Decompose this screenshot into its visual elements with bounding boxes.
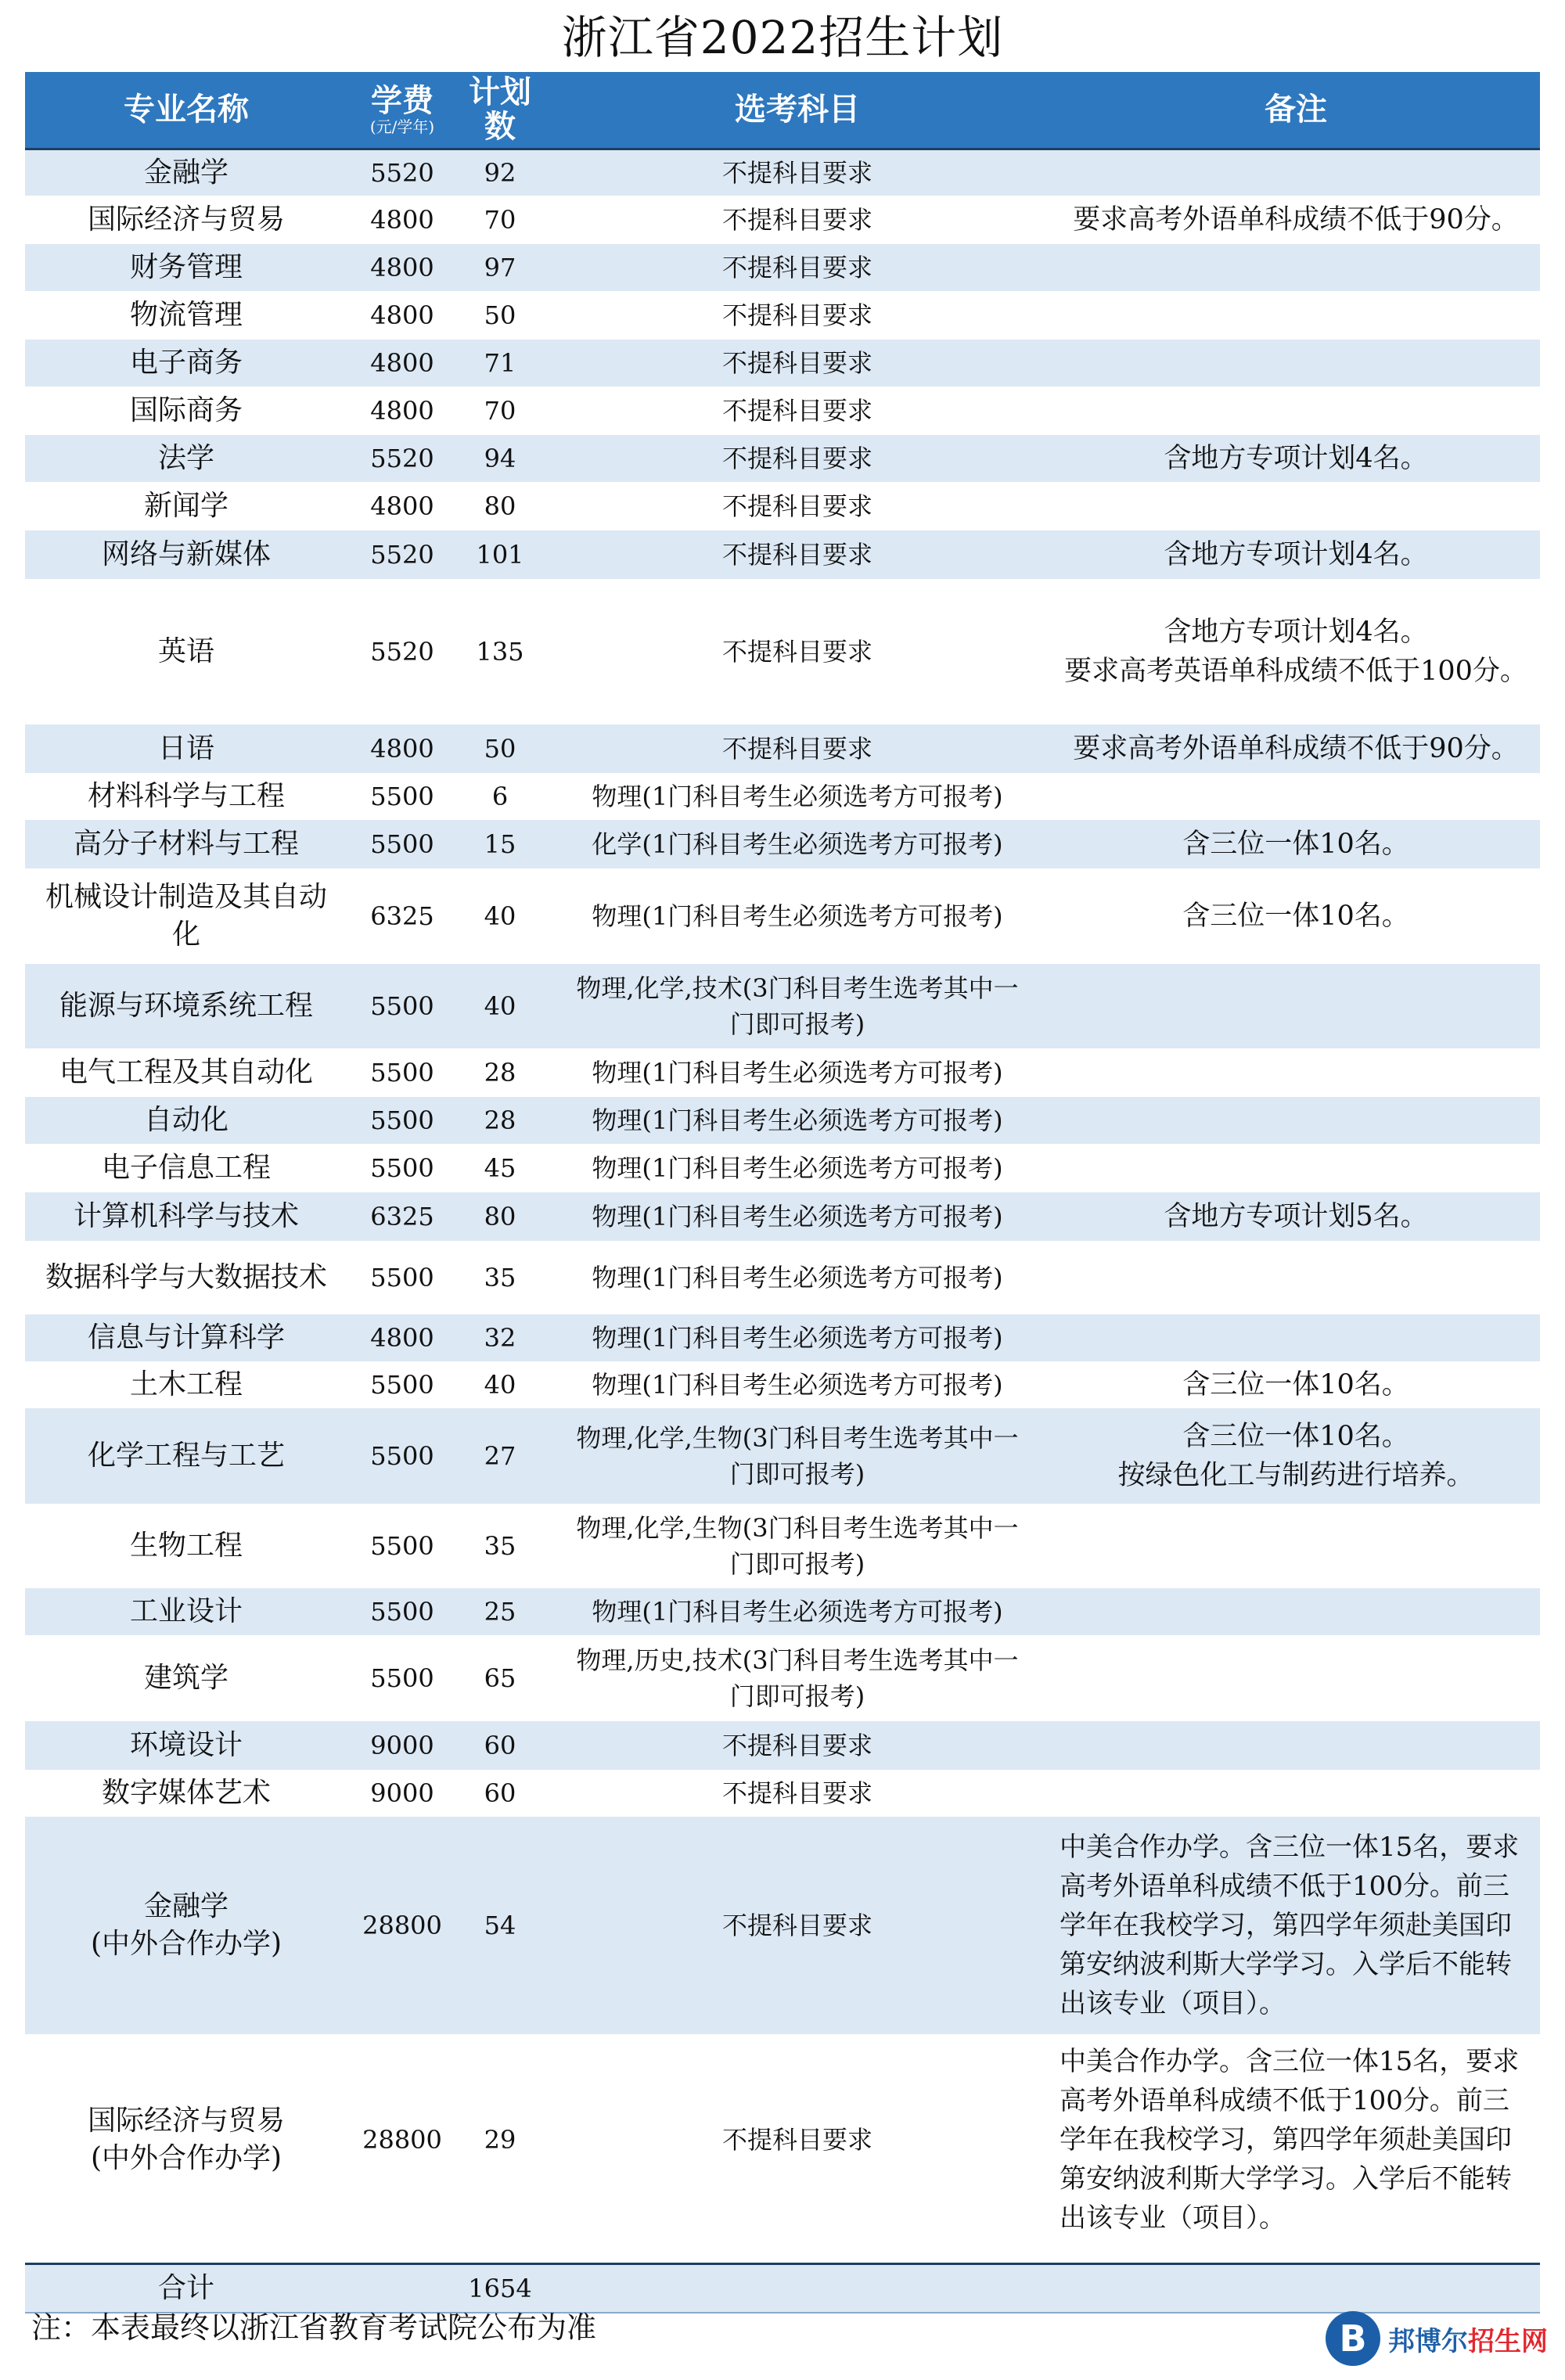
plan-cell: 54 bbox=[484, 1911, 516, 1940]
notes-cell bbox=[1052, 340, 1540, 386]
plan-cell: 6 bbox=[491, 782, 509, 811]
fee-cell: 5500 bbox=[370, 1597, 434, 1627]
subjects-cell: 不提科目要求 bbox=[721, 2125, 872, 2155]
subjects-cell: 物理,化学,生物(3门科目考生选考其中一门即可报考) bbox=[576, 1513, 1019, 1579]
header-fee-unit: (元/学年) bbox=[369, 117, 435, 137]
major-cell: 材料科学与工程 bbox=[87, 780, 285, 812]
total-label: 合计 bbox=[25, 2264, 347, 2313]
table-row bbox=[25, 1721, 1540, 1770]
table-row bbox=[25, 530, 1540, 579]
major-cell: 生物工程 bbox=[129, 1530, 243, 1562]
major-cell: 法学 bbox=[157, 442, 214, 474]
major-cell: 日语 bbox=[157, 732, 214, 764]
plan-cell: 15 bbox=[484, 829, 516, 859]
major-cell: 机械设计制造及其自动化 bbox=[45, 881, 327, 951]
notes-cell bbox=[1052, 1770, 1540, 1817]
fee-cell: 5500 bbox=[370, 1153, 434, 1183]
header-fee-label: 学费 bbox=[371, 82, 434, 120]
notes-cell: 要求高考外语单科成绩不低于90分。 bbox=[1073, 204, 1519, 235]
table-row bbox=[25, 1097, 1540, 1144]
major-cell: 电气工程及其自动化 bbox=[59, 1056, 313, 1088]
table-row bbox=[25, 1361, 1540, 1408]
fee-cell: 4800 bbox=[370, 491, 434, 521]
notes-cell bbox=[1052, 773, 1540, 820]
notes-cell: 含地方专项计划4名。 bbox=[1164, 539, 1428, 570]
table-row bbox=[25, 1588, 1540, 1635]
fee-cell: 6325 bbox=[370, 1202, 434, 1231]
fee-cell: 28800 bbox=[362, 1911, 442, 1940]
notes-cell: 含地方专项计划4名。 要求高考英语单科成绩不低于100分。 bbox=[1064, 617, 1527, 687]
subjects-cell: 物理(1门科目考生必须选考方可报考) bbox=[592, 1106, 1003, 1135]
plan-cell: 32 bbox=[484, 1323, 516, 1353]
notes-cell bbox=[1052, 1144, 1540, 1192]
fee-cell: 5500 bbox=[370, 991, 434, 1021]
plan-cell: 101 bbox=[476, 540, 524, 570]
notes-cell bbox=[1052, 1048, 1540, 1097]
plan-cell: 94 bbox=[484, 444, 516, 473]
table-row bbox=[25, 1817, 1540, 2034]
table-row bbox=[25, 579, 1540, 724]
plan-cell: 27 bbox=[484, 1441, 516, 1471]
fee-cell: 5520 bbox=[370, 637, 434, 667]
major-cell: 高分子材料与工程 bbox=[73, 828, 299, 860]
major-cell: 金融学 (中外合作办学) bbox=[90, 1890, 282, 1960]
major-cell: 金融学 bbox=[143, 156, 228, 189]
logo-name-b: 招生网 bbox=[1468, 2325, 1548, 2357]
notes-cell: 含三位一体10名。 bbox=[1182, 1369, 1409, 1400]
notes-cell bbox=[1052, 1588, 1540, 1635]
table-row bbox=[25, 1144, 1540, 1192]
fee-cell: 5520 bbox=[370, 157, 434, 188]
subjects-cell: 不提科目要求 bbox=[721, 1911, 872, 1940]
subjects-cell: 不提科目要求 bbox=[721, 396, 872, 426]
major-cell: 建筑学 bbox=[143, 1662, 228, 1694]
notes-cell bbox=[1052, 1097, 1540, 1144]
plan-cell: 25 bbox=[484, 1597, 516, 1627]
plan-cell: 29 bbox=[484, 2125, 516, 2155]
table-row bbox=[25, 1192, 1540, 1241]
major-cell: 电子信息工程 bbox=[101, 1152, 271, 1184]
subjects-cell: 化学(1门科目考生必须选考方可报考) bbox=[592, 829, 1003, 859]
fee-cell: 5500 bbox=[370, 782, 434, 811]
subjects-cell: 物理,化学,技术(3门科目考生选考其中一门即可报考) bbox=[576, 973, 1019, 1039]
fee-cell: 4800 bbox=[370, 300, 434, 330]
major-cell: 化学工程与工艺 bbox=[87, 1440, 285, 1472]
fee-cell: 4800 bbox=[370, 396, 434, 426]
header-plan: 计划数 bbox=[457, 72, 543, 149]
plan-cell: 50 bbox=[484, 734, 516, 764]
subjects-cell: 物理(1门科目考生必须选考方可报考) bbox=[592, 782, 1003, 811]
table-row bbox=[25, 149, 1540, 196]
table-row bbox=[25, 1408, 1540, 1504]
table-row bbox=[25, 386, 1540, 435]
table-row bbox=[25, 340, 1540, 386]
fee-cell: 5500 bbox=[370, 1663, 434, 1693]
header-major: 专业名称 bbox=[25, 72, 347, 149]
notes-cell bbox=[1052, 386, 1540, 435]
total-plan: 1654 bbox=[457, 2264, 543, 2313]
fee-cell: 5500 bbox=[370, 829, 434, 859]
major-cell: 自动化 bbox=[143, 1104, 228, 1136]
plan-cell: 97 bbox=[484, 253, 516, 282]
fee-cell: 5500 bbox=[370, 1263, 434, 1292]
plan-cell: 70 bbox=[484, 205, 516, 235]
header-notes: 备注 bbox=[1052, 72, 1540, 149]
major-cell: 国际经济与贸易 (中外合作办学) bbox=[87, 2105, 285, 2174]
fee-cell: 5500 bbox=[370, 1441, 434, 1471]
table-row bbox=[25, 291, 1540, 340]
table-row bbox=[25, 1241, 1540, 1314]
header-subjects: 选考科目 bbox=[543, 72, 1052, 149]
plan-cell: 40 bbox=[484, 991, 516, 1021]
table-row bbox=[25, 868, 1540, 964]
plan-cell: 70 bbox=[484, 396, 516, 426]
subjects-cell: 不提科目要求 bbox=[721, 491, 872, 521]
subjects-cell: 不提科目要求 bbox=[721, 734, 872, 764]
plan-cell: 35 bbox=[484, 1531, 516, 1561]
subjects-cell: 物理(1门科目考生必须选考方可报考) bbox=[592, 1323, 1003, 1353]
plan-cell: 60 bbox=[484, 1778, 516, 1808]
plan-cell: 28 bbox=[484, 1106, 516, 1135]
table-row bbox=[25, 196, 1540, 244]
notes-cell: 含三位一体10名。 bbox=[1182, 901, 1409, 932]
notes-cell bbox=[1052, 1504, 1540, 1588]
header-fee bbox=[347, 72, 457, 149]
subjects-cell: 不提科目要求 bbox=[721, 540, 872, 570]
notes-cell bbox=[1052, 291, 1540, 340]
plan-cell: 65 bbox=[484, 1663, 516, 1693]
table-row bbox=[25, 1770, 1540, 1817]
subjects-cell: 不提科目要求 bbox=[721, 637, 872, 667]
subjects-cell: 物理,化学,生物(3门科目考生选考其中一门即可报考) bbox=[576, 1423, 1019, 1489]
fee-cell: 5520 bbox=[370, 444, 434, 473]
plan-cell: 50 bbox=[484, 300, 516, 330]
major-cell: 财务管理 bbox=[129, 251, 243, 283]
subjects-cell: 不提科目要求 bbox=[721, 300, 872, 330]
page-title: 浙江省2022招生计划 bbox=[561, 11, 1004, 64]
fee-cell: 5500 bbox=[370, 1058, 434, 1088]
table-row bbox=[25, 1504, 1540, 1588]
table-row bbox=[25, 1048, 1540, 1097]
fee-cell: 4800 bbox=[370, 253, 434, 282]
notes-cell bbox=[1052, 1241, 1540, 1314]
subjects-cell: 不提科目要求 bbox=[721, 253, 872, 282]
subjects-cell: 不提科目要求 bbox=[721, 205, 872, 235]
major-cell: 数据科学与大数据技术 bbox=[45, 1261, 327, 1293]
major-cell: 计算机科学与技术 bbox=[73, 1200, 299, 1232]
subjects-cell: 不提科目要求 bbox=[721, 157, 872, 188]
plan-cell: 45 bbox=[484, 1153, 516, 1183]
major-cell: 数字媒体艺术 bbox=[101, 1777, 271, 1809]
subjects-cell: 物理(1门科目考生必须选考方可报考) bbox=[592, 1202, 1003, 1231]
plan-cell: 35 bbox=[484, 1263, 516, 1292]
subjects-cell: 不提科目要求 bbox=[721, 1731, 872, 1760]
table-row bbox=[25, 964, 1540, 1048]
fee-cell: 5520 bbox=[370, 540, 434, 570]
plan-cell: 28 bbox=[484, 1058, 516, 1088]
table-row bbox=[25, 773, 1540, 820]
fee-cell: 4800 bbox=[370, 1323, 434, 1353]
subjects-cell: 物理(1门科目考生必须选考方可报考) bbox=[592, 1263, 1003, 1292]
table-row bbox=[25, 1635, 1540, 1721]
table-row bbox=[25, 2034, 1540, 2245]
fee-cell: 28800 bbox=[362, 2125, 442, 2155]
plan-cell: 60 bbox=[484, 1731, 516, 1760]
logo-name bbox=[1388, 2320, 1548, 2358]
major-cell: 新闻学 bbox=[143, 490, 228, 522]
plan-cell: 40 bbox=[484, 901, 516, 931]
subjects-cell: 物理(1门科目考生必须选考方可报考) bbox=[592, 1597, 1003, 1627]
notes-cell bbox=[1052, 964, 1540, 1048]
plan-cell: 80 bbox=[484, 1202, 516, 1231]
notes-cell bbox=[1052, 149, 1540, 196]
major-cell: 工业设计 bbox=[129, 1595, 243, 1627]
subjects-cell: 物理(1门科目考生必须选考方可报考) bbox=[592, 901, 1003, 931]
total-fee-empty bbox=[347, 2264, 457, 2313]
notes-cell: 要求高考外语单科成绩不低于90分。 bbox=[1073, 733, 1519, 764]
subjects-cell: 物理(1门科目考生必须选考方可报考) bbox=[592, 1058, 1003, 1088]
table-body bbox=[25, 149, 1540, 2313]
footnote: 注：本表最终以浙江省教育考试院公布为准 bbox=[31, 2310, 597, 2345]
notes-cell bbox=[1052, 1721, 1540, 1770]
fee-cell: 5500 bbox=[370, 1531, 434, 1561]
notes-cell: 含三位一体10名。 按绿色化工与制药进行培养。 bbox=[1117, 1421, 1474, 1491]
subjects-cell: 不提科目要求 bbox=[721, 1778, 872, 1808]
fee-cell: 4800 bbox=[370, 205, 434, 235]
notes-cell: 中美合作办学。含三位一体15名，要求高考外语单科成绩不低于100分。前三学年在我校学习，第四学年须赴美国印第安纳波利斯大学学习。入学后不能转出该专业（项目）。 bbox=[1060, 1832, 1520, 2019]
logo-name-a: 邦博尔 bbox=[1388, 2325, 1468, 2357]
major-cell: 环境设计 bbox=[129, 1729, 243, 1761]
major-cell: 信息与计算科学 bbox=[87, 1321, 285, 1354]
table-row bbox=[25, 820, 1540, 868]
total-empty bbox=[543, 2264, 1540, 2313]
fee-cell: 5500 bbox=[370, 1106, 434, 1135]
major-cell: 国际经济与贸易 bbox=[87, 203, 285, 235]
plan-cell: 80 bbox=[484, 491, 516, 521]
subjects-cell: 物理(1门科目考生必须选考方可报考) bbox=[592, 1153, 1003, 1183]
subjects-cell: 物理(1门科目考生必须选考方可报考) bbox=[592, 1370, 1003, 1400]
table-row bbox=[25, 482, 1540, 530]
plan-cell: 92 bbox=[484, 157, 516, 188]
total-row bbox=[25, 2264, 1540, 2313]
plan-cell: 71 bbox=[484, 348, 516, 378]
major-cell: 物流管理 bbox=[129, 299, 243, 331]
fee-cell: 9000 bbox=[370, 1731, 434, 1760]
major-cell: 土木工程 bbox=[129, 1368, 243, 1400]
notes-cell: 含三位一体10名。 bbox=[1182, 829, 1409, 860]
table-row bbox=[25, 1314, 1540, 1361]
table-row bbox=[25, 435, 1540, 482]
notes-cell bbox=[1052, 244, 1540, 291]
notes-cell: 含地方专项计划4名。 bbox=[1164, 443, 1428, 474]
fee-cell: 6325 bbox=[370, 901, 434, 931]
spacer-row bbox=[25, 2245, 1540, 2264]
table-header-row bbox=[25, 72, 1540, 149]
major-cell: 能源与环境系统工程 bbox=[59, 990, 313, 1022]
notes-cell: 中美合作办学。含三位一体15名，要求高考外语单科成绩不低于100分。前三学年在我校学习，第四学年须赴美国印第安纳波利斯大学学习。入学后不能转出该专业（项目）。 bbox=[1060, 2046, 1520, 2234]
fee-cell: 9000 bbox=[370, 1778, 434, 1808]
major-cell: 电子商务 bbox=[129, 347, 243, 379]
notes-cell bbox=[1052, 1314, 1540, 1361]
table-row bbox=[25, 724, 1540, 773]
plan-cell: 135 bbox=[476, 637, 524, 667]
notes-cell: 含地方专项计划5名。 bbox=[1164, 1201, 1428, 1232]
notes-cell bbox=[1052, 482, 1540, 530]
plan-cell: 40 bbox=[484, 1370, 516, 1400]
subjects-cell: 物理,历史,技术(3门科目考生选考其中一门即可报考) bbox=[576, 1645, 1019, 1711]
major-cell: 网络与新媒体 bbox=[101, 538, 271, 570]
table-row bbox=[25, 244, 1540, 291]
spacer-cell bbox=[25, 2245, 1540, 2264]
enrollment-plan-table bbox=[25, 72, 1540, 2313]
fee-cell: 4800 bbox=[370, 348, 434, 378]
notes-cell bbox=[1052, 1635, 1540, 1721]
fee-cell: 4800 bbox=[370, 734, 434, 764]
site-logo bbox=[1326, 2311, 1548, 2366]
major-cell: 英语 bbox=[157, 635, 214, 667]
fee-cell: 5500 bbox=[370, 1370, 434, 1400]
subjects-cell: 不提科目要求 bbox=[721, 348, 872, 378]
logo-mark-icon: B bbox=[1326, 2311, 1380, 2366]
major-cell: 国际商务 bbox=[129, 394, 243, 426]
subjects-cell: 不提科目要求 bbox=[721, 444, 872, 473]
